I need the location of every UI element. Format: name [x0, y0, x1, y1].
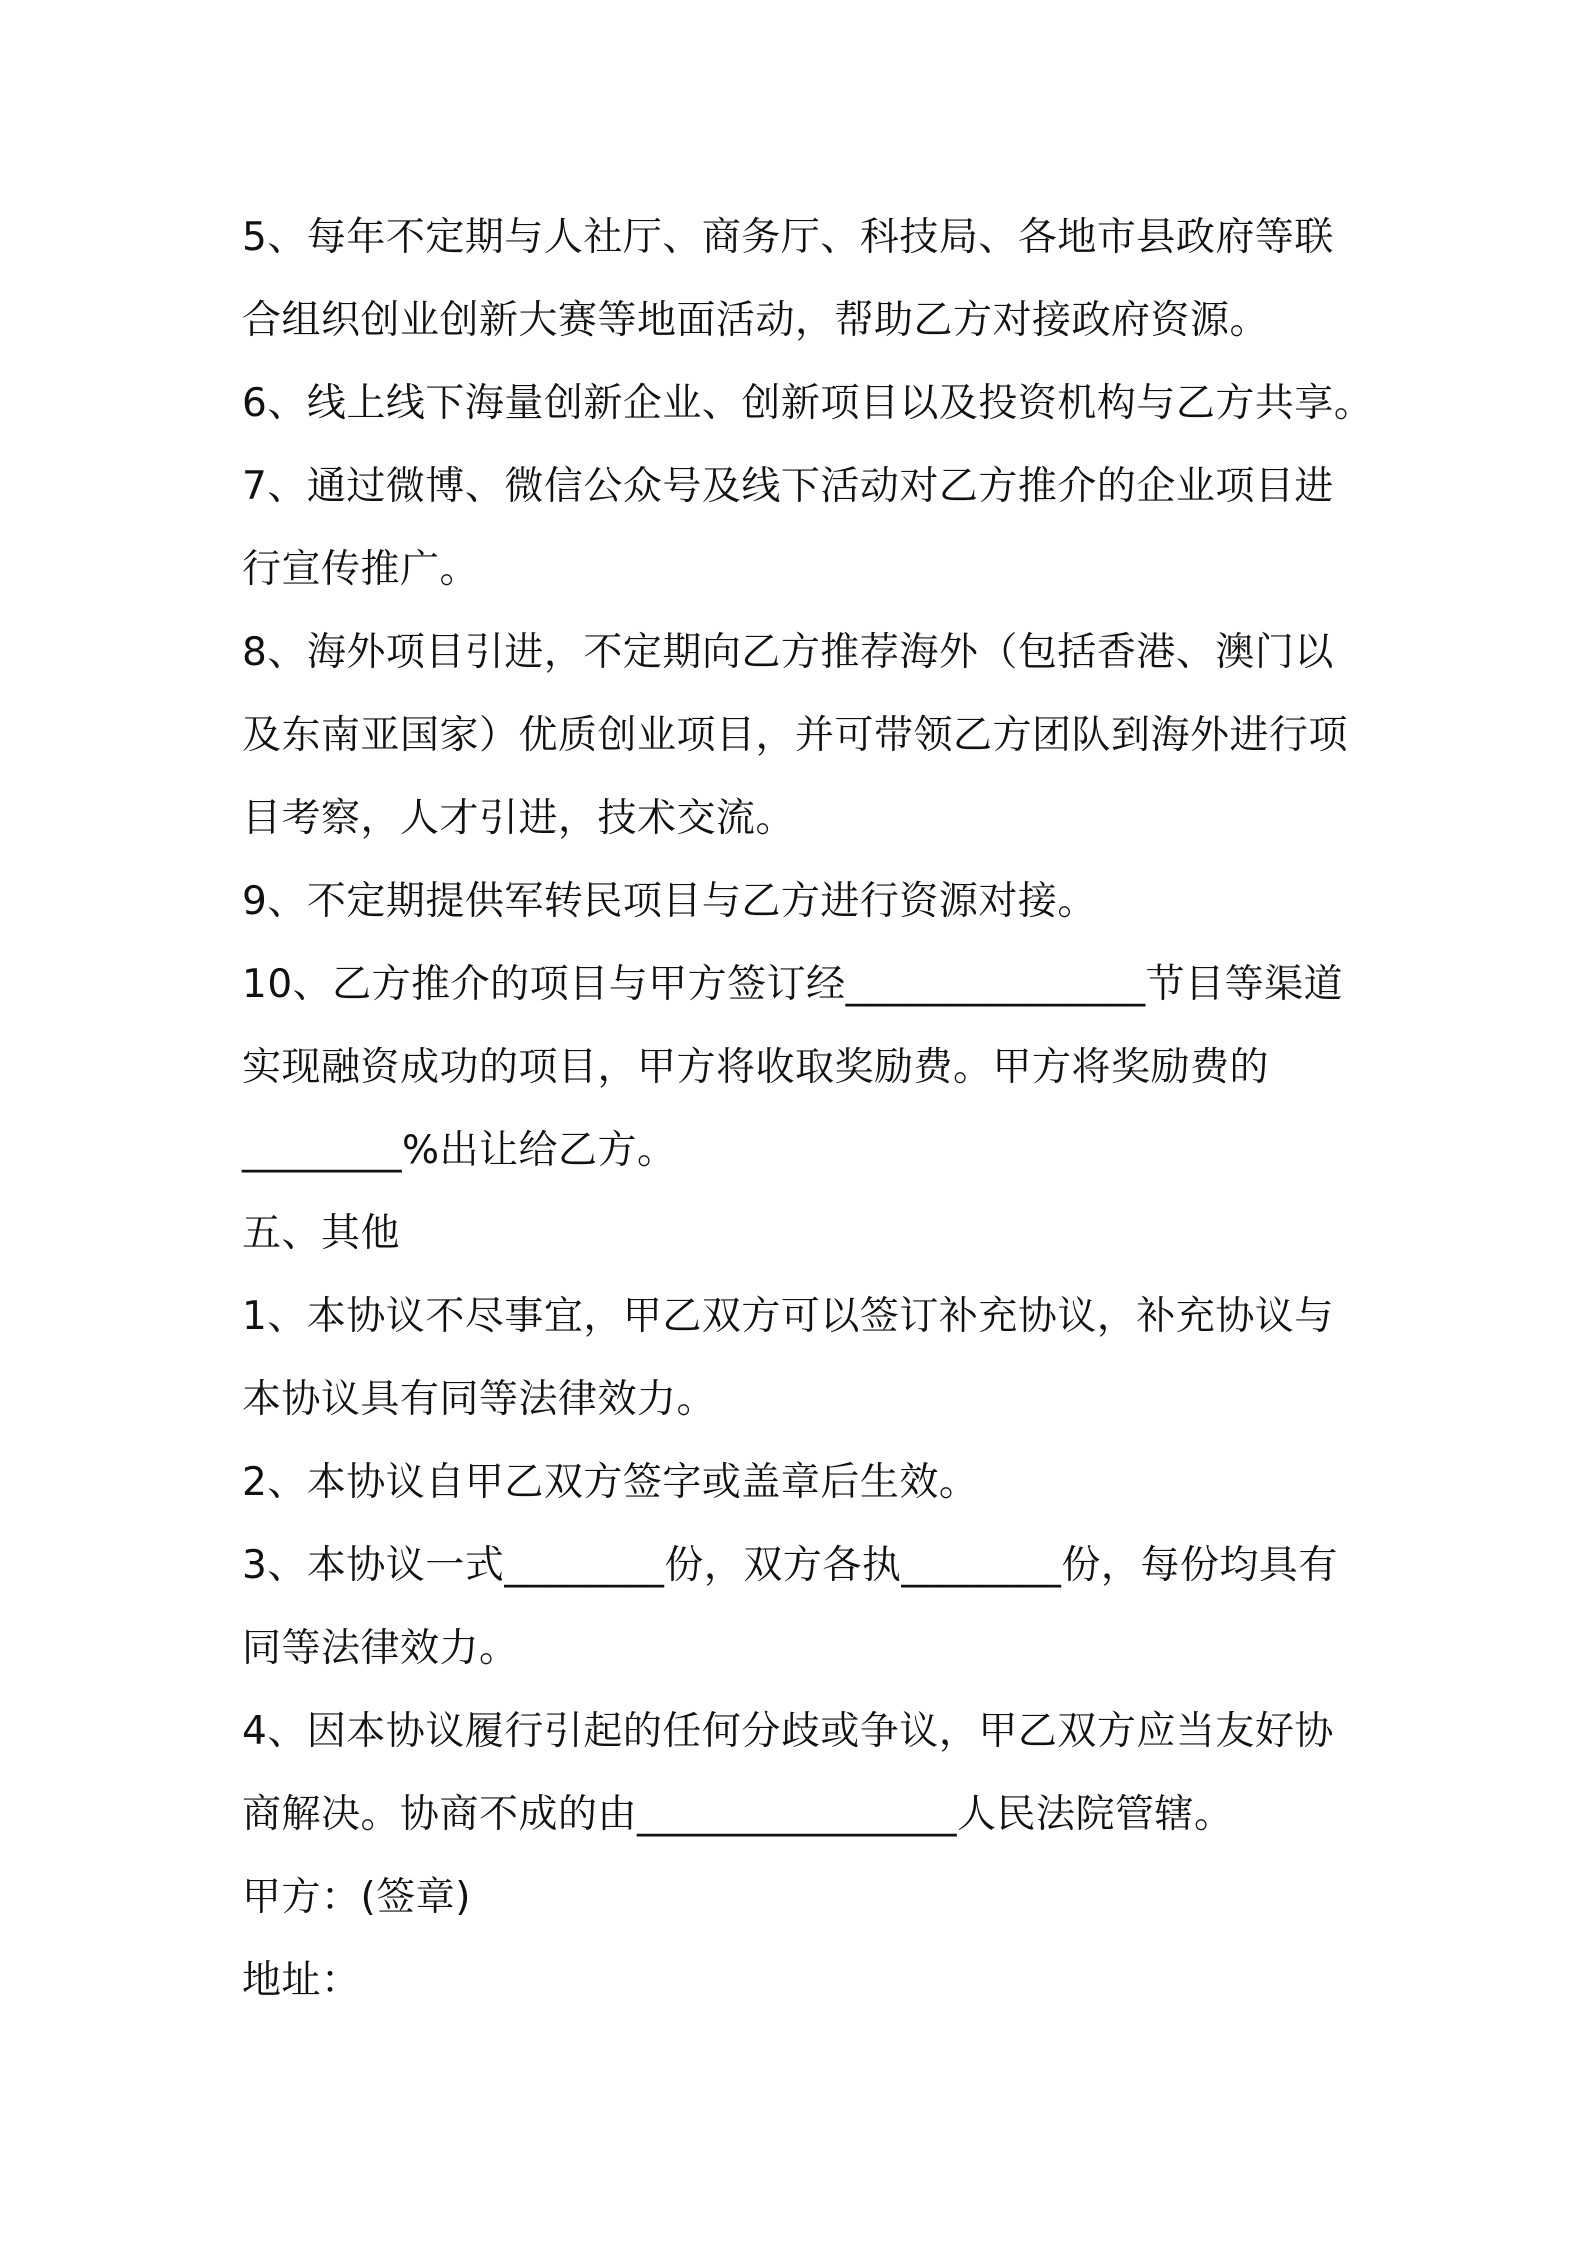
text-line: ________%出让给乙方。	[242, 1128, 677, 1173]
text-line: 及东南亚国家）优质创业项目，并可带领乙方团队到海外进行项	[242, 713, 1349, 758]
text-line: 合组织创业创新大赛等地面活动，帮助乙方对接政府资源。	[242, 298, 1270, 343]
text-line: 6、线上线下海量创新企业、创新项目以及投资机构与乙方共享。	[242, 381, 1374, 426]
text-line: 7、通过微博、微信公众号及线下活动对乙方推介的企业项目进	[242, 464, 1334, 509]
text-line: 商解决。协商不成的由________________人民法院管辖。	[242, 1792, 1234, 1837]
document-body	[242, 196, 1372, 2022]
text-line: 3、本协议一式________份，双方各执________份，每份均具有	[242, 1543, 1338, 1588]
section-heading: 五、其他	[242, 1211, 401, 1256]
text-line: 8、海外项目引进，不定期向乙方推荐海外（包括香港、澳门以	[242, 630, 1334, 675]
text-line: 2、本协议自甲乙双方签字或盖章后生效。	[242, 1460, 979, 1505]
text-line: 4、因本协议履行引起的任何分歧或争议，甲乙双方应当友好协	[242, 1709, 1334, 1754]
text-line: 本协议具有同等法律效力。	[242, 1377, 717, 1422]
text-line: 同等法律效力。	[242, 1626, 519, 1671]
text-line: 实现融资成功的项目，甲方将收取奖励费。甲方将奖励费的	[242, 1045, 1270, 1090]
text-line: 10、乙方推介的项目与甲方签订经_______________节目等渠道	[242, 962, 1344, 1007]
signature-line: 甲方：(签章)	[242, 1875, 471, 1920]
text-line: 目考察，人才引进，技术交流。	[242, 796, 796, 841]
text-line: 1、本协议不尽事宜，甲乙双方可以签订补充协议，补充协议与	[242, 1294, 1334, 1339]
text-line: 9、不定期提供军转民项目与乙方进行资源对接。	[242, 879, 1097, 924]
address-line: 地址：	[242, 1958, 361, 2003]
text-line: 行宣传推广。	[242, 547, 480, 592]
text-line: 5、每年不定期与人社厅、商务厅、科技局、各地市县政府等联	[242, 215, 1334, 260]
